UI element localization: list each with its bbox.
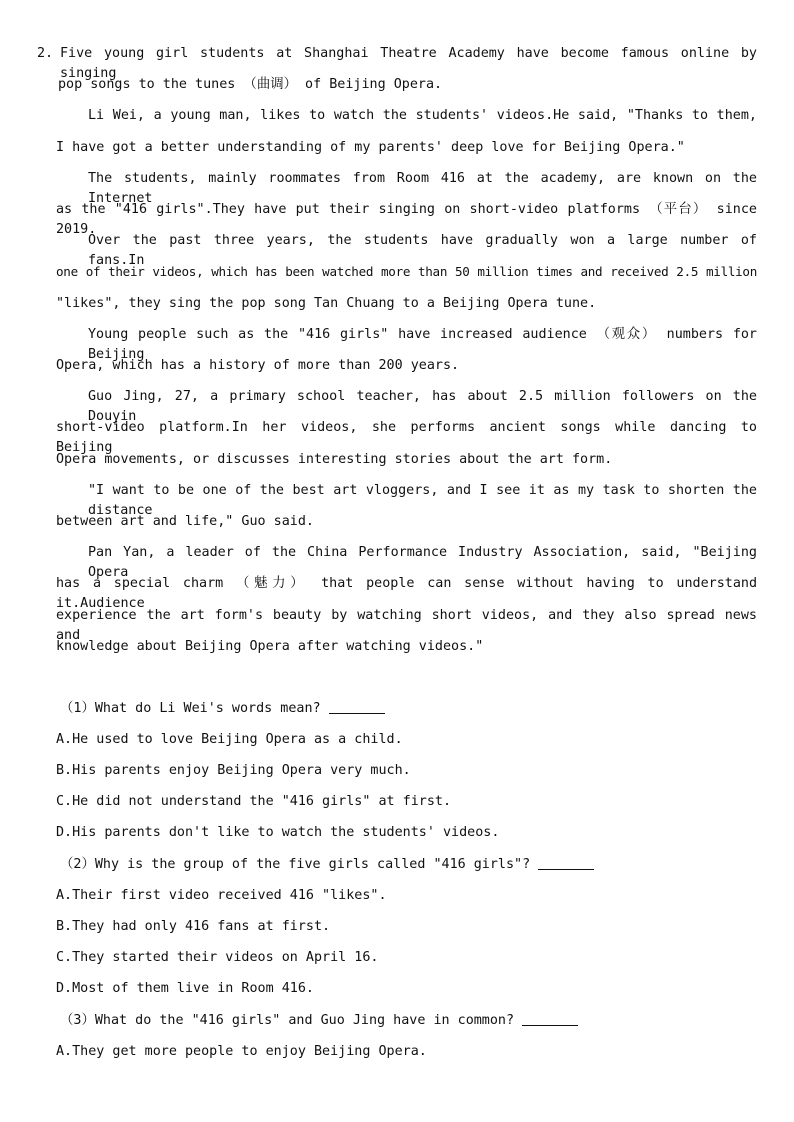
answer-blank[interactable] bbox=[522, 1011, 578, 1026]
question-number: 2. bbox=[37, 46, 54, 61]
passage-line: Opera movements, or discusses interesting stories about the art form. bbox=[56, 452, 613, 467]
passage-line: as the "416 girls".They have put their singing on short-video platforms （平台） since 2019. bbox=[56, 202, 757, 237]
passage-line: Five young girl students at Shanghai Theatre Academy have become famous online by singing bbox=[60, 46, 757, 81]
passage-line: has a special charm （魅力） that people can sense without having to understand it.Audience bbox=[56, 576, 757, 611]
passage-line: between art and life," Guo said. bbox=[56, 514, 314, 529]
answer-option[interactable]: A.He used to love Beijing Opera as a child. bbox=[56, 732, 403, 747]
question-stem-text: （1）What do Li Wei's words mean? bbox=[60, 701, 321, 716]
question-stem-text: （2）Why is the group of the five girls called "416 girls"? bbox=[60, 857, 531, 872]
passage-line: "likes", they sing the pop song Tan Chuang to a Beijing Opera tune. bbox=[56, 296, 597, 311]
answer-blank[interactable] bbox=[329, 699, 385, 714]
passage-line: Over the past three years, the students have gradually won a large number of fans.In bbox=[88, 233, 757, 268]
passage-line: Guo Jing, 27, a primary school teacher, has about 2.5 million followers on the Douyin bbox=[88, 389, 757, 424]
question-stem bbox=[60, 699, 385, 719]
answer-option[interactable]: B.They had only 416 fans at first. bbox=[56, 919, 331, 934]
passage-line: Young people such as the "416 girls" have increased audience （观众） numbers for Beijing bbox=[88, 327, 757, 362]
question-stem bbox=[60, 855, 594, 875]
passage-line: "I want to be one of the best art vloggers, and I see it as my task to shorten the distance bbox=[88, 483, 757, 518]
passage-line: knowledge about Beijing Opera after watching videos." bbox=[56, 639, 484, 654]
passage-line: experience the art form's beauty by watching short videos, and they also spread news and bbox=[56, 608, 757, 643]
passage-line: Pan Yan, a leader of the China Performance Industry Association, said, "Beijing Opera bbox=[88, 545, 757, 580]
answer-option[interactable]: D.Most of them live in Room 416. bbox=[56, 981, 314, 996]
answer-option[interactable]: A.They get more people to enjoy Beijing Opera. bbox=[56, 1044, 427, 1059]
passage-line: Opera, which has a history of more than 200 years. bbox=[56, 358, 460, 373]
answer-option[interactable]: C.He did not understand the "416 girls" at first. bbox=[56, 794, 452, 809]
passage-line: pop songs to the tunes （曲调） of Beijing Opera. bbox=[58, 77, 443, 92]
answer-option[interactable]: B.His parents enjoy Beijing Opera very much. bbox=[56, 763, 411, 778]
passage-line: The students, mainly roommates from Room 416 at the academy, are known on the Internet bbox=[88, 171, 757, 206]
passage-line: one of their videos, which has been watched more than 50 million times and received 2.5 million bbox=[56, 264, 757, 279]
answer-blank[interactable] bbox=[538, 855, 594, 870]
answer-option[interactable]: C.They started their videos on April 16. bbox=[56, 950, 379, 965]
passage-line: Li Wei, a young man, likes to watch the students' videos.He said, "Thanks to them, bbox=[88, 108, 757, 123]
question-stem-text: （3）What do the "416 girls" and Guo Jing have in common? bbox=[60, 1013, 515, 1028]
passage-line: short-video platform.In her videos, she performs ancient songs while dancing to Beijing bbox=[56, 420, 757, 455]
answer-option[interactable]: A.Their first video received 416 "likes". bbox=[56, 888, 387, 903]
passage-line: I have got a better understanding of my parents' deep love for Beijing Opera." bbox=[56, 140, 685, 155]
answer-option[interactable]: D.His parents don't like to watch the students' videos. bbox=[56, 825, 500, 840]
question-stem bbox=[60, 1011, 578, 1031]
